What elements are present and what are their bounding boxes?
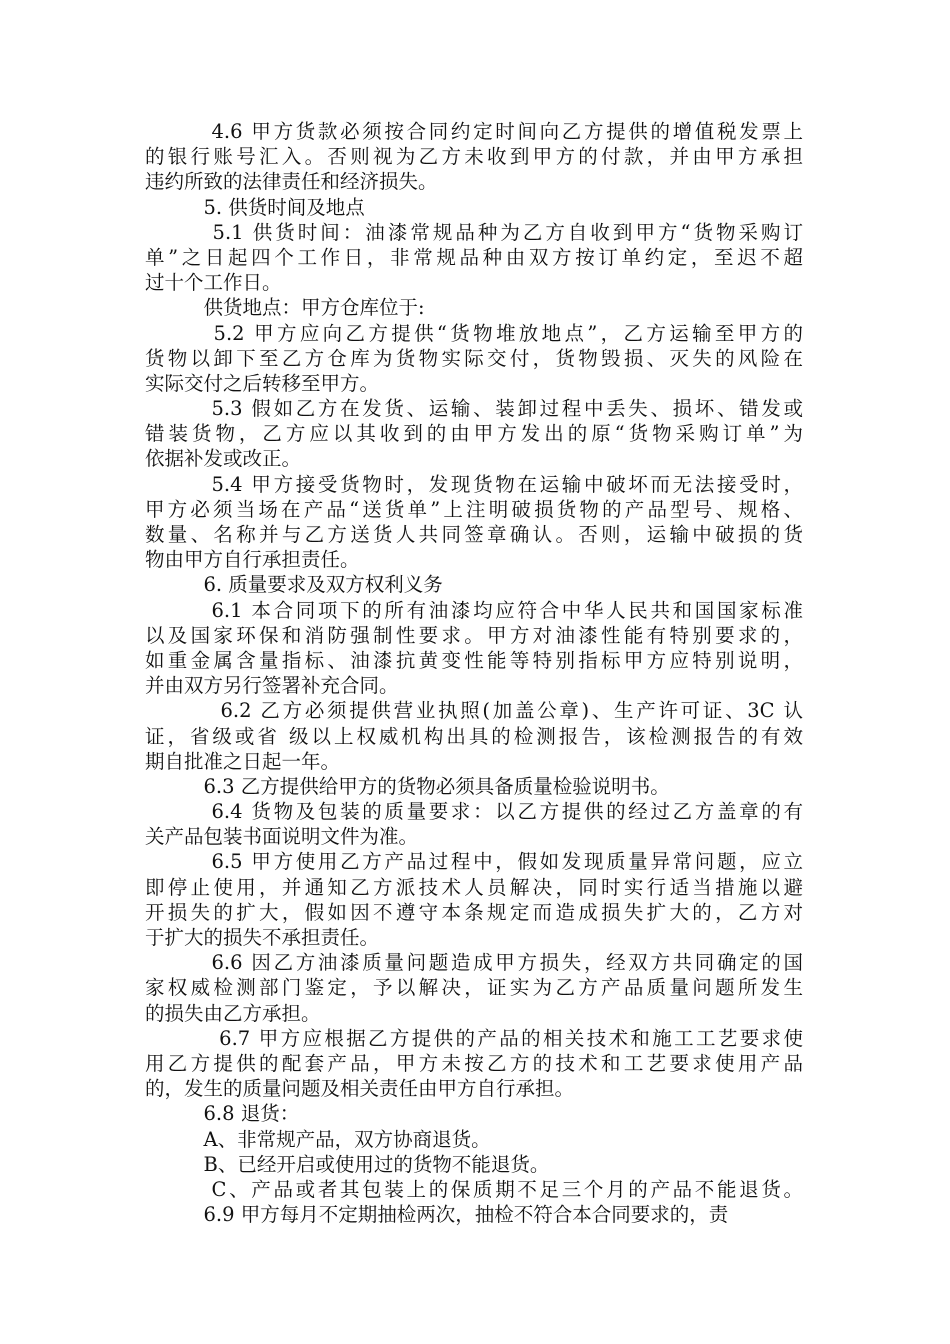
text-line: 如重金属含量指标、油漆抗黄变性能等特别指标甲方应特别说明，	[145, 648, 803, 672]
text-line: 5.2 甲方应向乙方提供“货物堆放地点”，乙方运输至甲方的	[145, 321, 803, 345]
text-line: 用乙方提供的配套产品，甲方未按乙方的技术和工艺要求使用产品	[145, 1051, 803, 1075]
text-line: 并由双方另行签署补充合同。	[145, 674, 399, 698]
text-line: 6.7 甲方应根据乙方提供的产品的相关技术和施工工艺要求使	[145, 1026, 803, 1050]
text-line: A、非常规产品，双方协商退货。	[145, 1127, 491, 1151]
text-line: 货物以卸下至乙方仓库为货物实际交付，货物毁损、灭失的风险在	[145, 346, 803, 370]
text-line: 于扩大的损失不承担责任。	[145, 926, 380, 949]
text-line: 实际交付之后转移至甲方。	[145, 371, 380, 395]
text-line: 过十个工作日。	[145, 271, 282, 295]
text-line: 期自批准之日起一年。	[145, 749, 341, 773]
text-line: 物由甲方自行承担责任。	[145, 548, 360, 572]
text-line: 即停止使用，并通知乙方派技术人员解决，同时实行适当措施以避	[145, 875, 803, 899]
text-line: 的损失由乙方承担。	[145, 1001, 321, 1025]
text-line: 6.5 甲方使用乙方产品过程中，假如发现质量异常问题，应立	[145, 850, 803, 874]
text-line: 依据补发或改正。	[145, 447, 302, 471]
text-line: 6.1 本合同项下的所有油漆均应符合中华人民共和国国家标准	[145, 598, 803, 622]
text-line: 供货地点：甲方仓库位于:	[145, 296, 425, 320]
text-line: 违约所致的法律责任和经济损失。	[145, 170, 438, 194]
text-line: 5.4 甲方接受货物时，发现货物在运输中破坏而无法接受时，	[145, 472, 803, 496]
text-line: 关产品包装书面说明文件为准。	[145, 825, 419, 849]
document-body	[145, 119, 803, 1227]
text-line: 4.6 甲方货款必须按合同约定时间向乙方提供的增值税发票上	[145, 120, 803, 143]
text-line: 6.6 因乙方油漆质量问题造成甲方损失，经双方共同确定的国	[145, 951, 803, 975]
text-line: 6.9 甲方每月不定期抽检两次，抽检不符合本合同要求的，责	[145, 1203, 729, 1227]
text-line: 5.3 假如乙方在发货、运输、装卸过程中丢失、损坏、错发或	[145, 397, 803, 421]
text-line: 以及国家环保和消防强制性要求。甲方对油漆性能有特别要求的，	[145, 623, 803, 647]
text-line: 甲方必须当场在产品“送货单”上注明破损货物的产品型号、规格、	[145, 497, 803, 521]
text-line: 开损失的扩大，假如因不遵守本条规定而造成损失扩大的，乙方对	[145, 900, 803, 924]
text-line: 错装货物，乙方应以其收到的由甲方发出的原“货物采购订单”为	[145, 422, 803, 446]
text-line: 6.4 货物及包装的质量要求：以乙方提供的经过乙方盖章的有	[145, 800, 803, 824]
text-line: 6.2 乙方必须提供营业执照(加盖公章)、生产许可证、3C 认	[145, 699, 803, 723]
text-line: C、产品或者其包装上的保质期不足三个月的产品不能退货。	[145, 1177, 803, 1201]
text-line: 的，发生的质量问题及相关责任由甲方自行承担。	[145, 1077, 575, 1101]
text-line: 的银行账号汇入。否则视为乙方未收到甲方的付款，并由甲方承担	[145, 145, 803, 169]
text-line: 单”之日起四个工作日，非常规品种由双方按订单约定，至迟不超	[145, 245, 803, 269]
text-line: 6. 质量要求及双方权利义务	[145, 573, 443, 597]
text-line: 6.8 退货：	[145, 1102, 300, 1126]
text-line: 5.1 供货时间：油漆常规品种为乙方自收到甲方“货物采购订	[145, 220, 803, 244]
text-line: 证，省级或省 级以上权威机构出具的检测报告，该检测报告的有效	[145, 724, 803, 748]
text-line: 家权威检测部门鉴定，予以解决，证实为乙方产品质量问题所发生	[145, 976, 803, 1000]
text-line: 数量、名称并与乙方送货人共同签章确认。否则，运输中破损的货	[145, 523, 803, 546]
text-line: B、已经开启或使用过的货物不能退货。	[145, 1152, 550, 1176]
text-line: 6.3 乙方提供给甲方的货物必须具备质量检验说明书。	[145, 774, 670, 798]
text-line: 5. 供货时间及地点	[145, 195, 365, 219]
